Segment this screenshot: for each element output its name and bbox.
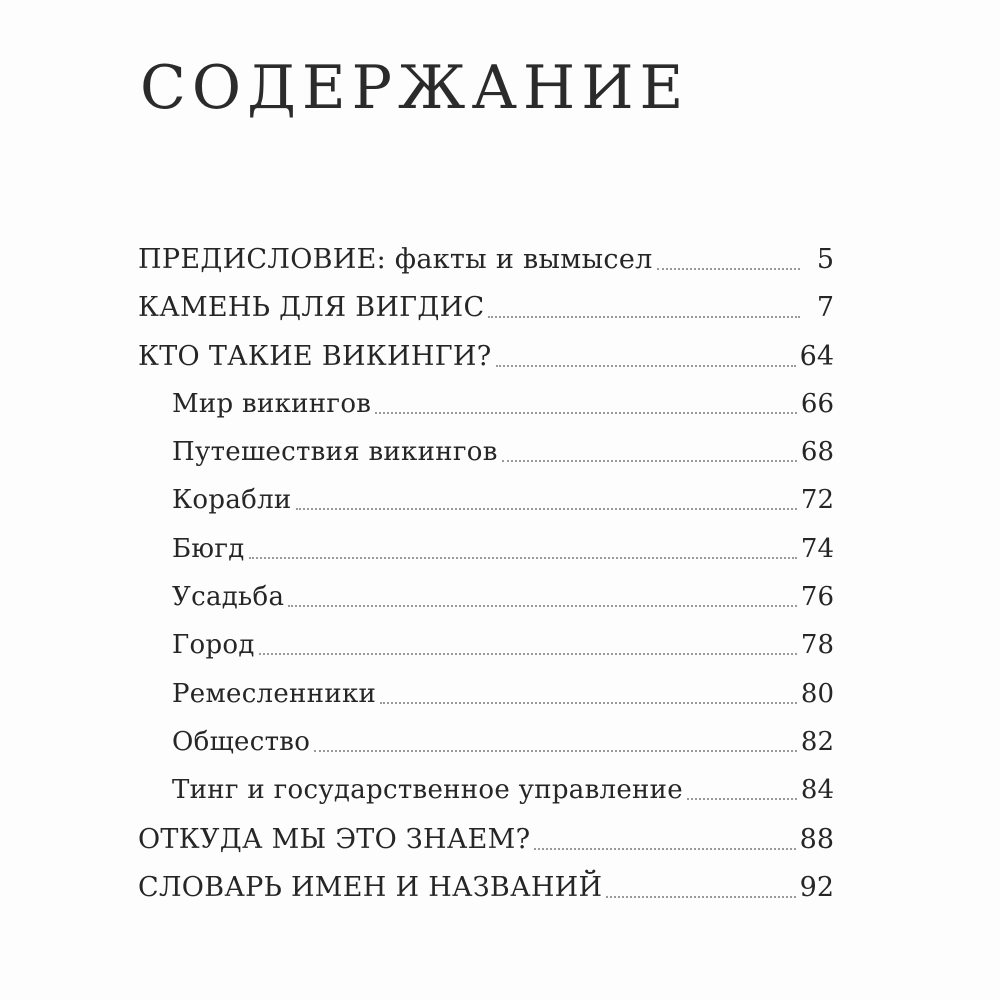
dot-leader <box>259 653 797 655</box>
toc-entry <box>138 437 834 485</box>
toc-entry <box>138 582 834 630</box>
toc-entry-page-number: 88 <box>799 823 834 855</box>
dot-leader <box>687 798 797 800</box>
dot-leader <box>380 702 797 704</box>
toc-entry <box>138 485 834 533</box>
toc-entry-page-number: 80 <box>800 678 834 709</box>
toc-entry <box>138 244 834 292</box>
dot-leader <box>375 412 797 414</box>
dot-leader <box>534 848 795 850</box>
toc-entry-page-number: 84 <box>800 775 834 806</box>
toc-entry-label: Корабли <box>172 485 292 516</box>
toc-entry <box>138 389 834 437</box>
toc-entry <box>138 534 834 582</box>
toc-entry-page-number: 66 <box>800 388 834 419</box>
toc-entry-label: Путешествия викингов <box>172 437 498 468</box>
toc-entry-page-number: 72 <box>800 485 834 516</box>
toc-entry-label: ОТКУДА МЫ ЭТО ЗНАЕМ? <box>138 823 531 855</box>
toc-entry <box>138 775 834 823</box>
toc-entry-label: Мир викингов <box>172 388 372 419</box>
toc-entry <box>138 630 834 678</box>
dot-leader <box>657 268 800 270</box>
toc-entry-label: Тинг и государственное управление <box>172 775 683 806</box>
toc-entry-page-number: 68 <box>800 437 834 468</box>
toc-entry-page-number: 5 <box>816 244 834 275</box>
dot-leader <box>288 605 797 607</box>
table-of-contents <box>138 244 834 920</box>
toc-entry-label: СЛОВАРЬ ИМЕН И НАЗВАНИЙ <box>138 871 603 903</box>
dot-leader <box>314 750 797 752</box>
toc-entry-label: КАМЕНЬ ДЛЯ ВИГДИС <box>138 292 485 324</box>
dot-leader <box>496 365 796 367</box>
toc-entry-page-number: 82 <box>800 726 834 757</box>
toc-entry <box>138 872 834 920</box>
toc-entry-page-number: 74 <box>800 533 834 564</box>
toc-entry <box>138 727 834 775</box>
dot-leader <box>606 896 795 898</box>
dot-leader <box>296 508 797 510</box>
toc-entry-page-number: 64 <box>799 340 834 372</box>
toc-entry-page-number: 92 <box>799 871 834 903</box>
toc-entry-label: Город <box>172 630 255 661</box>
toc-entry-label: Общество <box>172 726 311 757</box>
toc-entry-label: Бюгд <box>172 533 245 564</box>
toc-entry <box>138 824 834 872</box>
toc-entry-label: ПРЕДИСЛОВИЕ: факты и вымысел <box>138 244 653 275</box>
toc-entry-page-number: 76 <box>800 582 834 613</box>
dot-leader <box>502 460 797 462</box>
toc-entry <box>138 292 834 340</box>
toc-entry-label: КТО ТАКИЕ ВИКИНГИ? <box>138 340 492 372</box>
toc-entry-page-number: 78 <box>800 630 834 661</box>
toc-entry-page-number: 7 <box>816 292 834 324</box>
dot-leader <box>488 316 800 318</box>
toc-entry-label: Усадьба <box>172 582 285 613</box>
dot-leader <box>249 557 797 559</box>
toc-entry-label: Ремесленники <box>172 678 377 709</box>
toc-entry <box>138 341 834 389</box>
page-title: СОДЕРЖАНИЕ <box>140 53 690 123</box>
toc-entry <box>138 679 834 727</box>
